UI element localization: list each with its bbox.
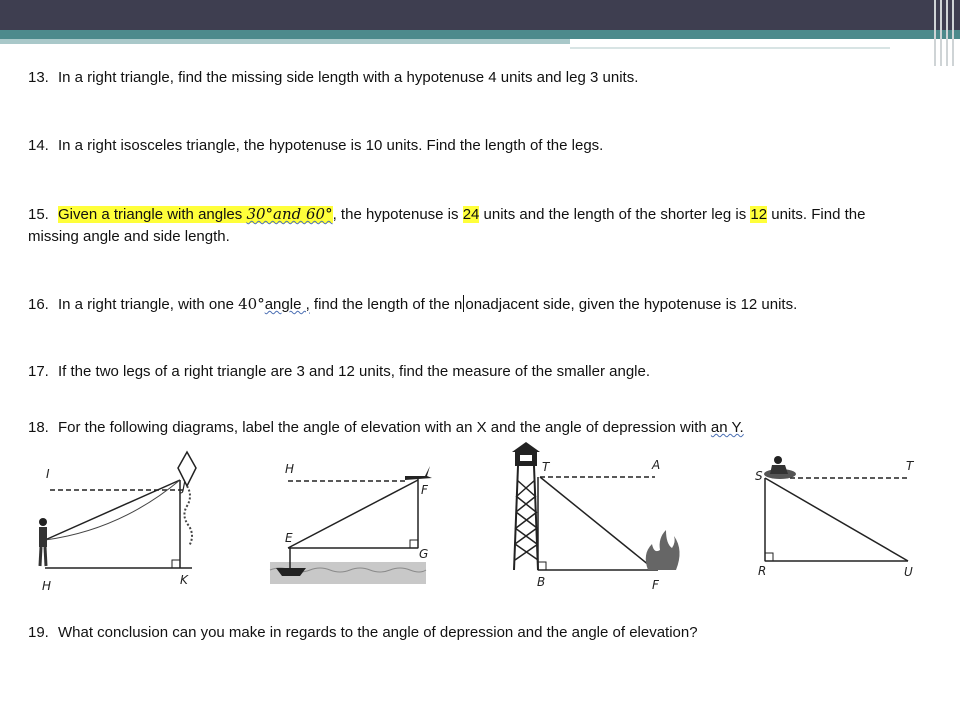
question-number: 19. [28,624,49,641]
question-text: What conclusion can you make in regards to the angle of depression and the angle of elevation? [58,624,698,641]
question-18 [28,418,744,438]
slide-accent-bar [0,30,960,39]
label-plane-bottom: G [419,547,429,561]
tower-diagram [512,442,680,592]
question-text: an Y. [710,419,744,436]
kite-diagram [39,452,196,593]
label-plane-left: E [285,531,293,545]
question-number: 14. [28,137,49,154]
slide-top-bar [0,0,960,30]
question-text: onadjacent side, given the hypotenuse is 12 units. [465,296,798,313]
label-plane-right: F [421,483,428,497]
label-tower-bottom-right: F [652,578,659,592]
label-cliff-top-right: T [906,459,914,473]
cliff-diagram [755,456,915,579]
question-text: find the length of the n [309,296,463,313]
question-text: , the hypotenuse is [332,206,463,223]
highlighted-text [58,206,333,223]
label-tower-top-left: T [542,460,550,474]
question-15 [28,204,865,225]
angle-expression: 40° [238,295,265,313]
question-text: Given a triangle with angles [58,206,247,223]
label-cliff-bottom-right: U [904,565,913,579]
slide-accent-bar-light [0,39,570,44]
airplane-icon [405,466,432,480]
label-kite-point: J [182,480,186,494]
label-plane-top: H [285,462,295,476]
question-14 [28,136,603,156]
label-cliff-top-left: S [755,469,763,483]
question-text: units and the length of the shorter leg is [479,206,751,223]
question-15-line-2 [28,227,230,247]
label-kite-top: I [46,467,50,481]
plane-diagram [270,462,432,584]
person-icon [39,518,47,566]
question-text: angle , [264,296,310,313]
question-number: 13. [28,69,49,86]
angle-expression: 30°and 60° [246,205,333,223]
label-kite-bottom-right: K [180,573,188,587]
label-cliff-bottom-left: R [758,564,767,578]
question-13 [28,68,638,88]
slide-accent-line [570,47,890,49]
label-tower-bottom-left: B [537,575,546,589]
question-19 [28,623,698,643]
elevation-depression-diagrams [0,440,960,600]
question-text: In a right isosceles triangle, the hypotenuse is 10 units. Find the length of the legs. [58,137,604,154]
slide-corner-decoration [930,0,960,66]
tower-icon [512,442,540,570]
question-text: If the two legs of a right triangle are 3 and 12 units, find the measure of the smaller angle. [58,363,651,380]
question-number: 16. [28,296,49,313]
question-text: missing angle and side length. [28,228,230,245]
question-number: 15. [28,206,49,223]
question-16 [28,294,797,315]
fire-icon [646,530,680,570]
hypotenuse-value: 24 [462,206,480,223]
label-tower-top-right: A [652,458,661,472]
question-number: 18. [28,419,49,436]
question-17 [28,362,650,382]
question-text: In a right triangle, find the missing side length with a hypotenuse 4 units and leg 3 units. [58,69,639,86]
person-sitting-icon [764,456,796,479]
question-text: In a right triangle, with one [58,296,239,313]
leg-value: 12 [750,206,768,223]
question-text: units. Find the [767,206,866,223]
question-number: 17. [28,363,49,380]
label-kite-bottom-left: H [42,579,52,593]
question-text: For the following diagrams, label the angle of elevation with an X and the angle of depression with [58,419,711,436]
